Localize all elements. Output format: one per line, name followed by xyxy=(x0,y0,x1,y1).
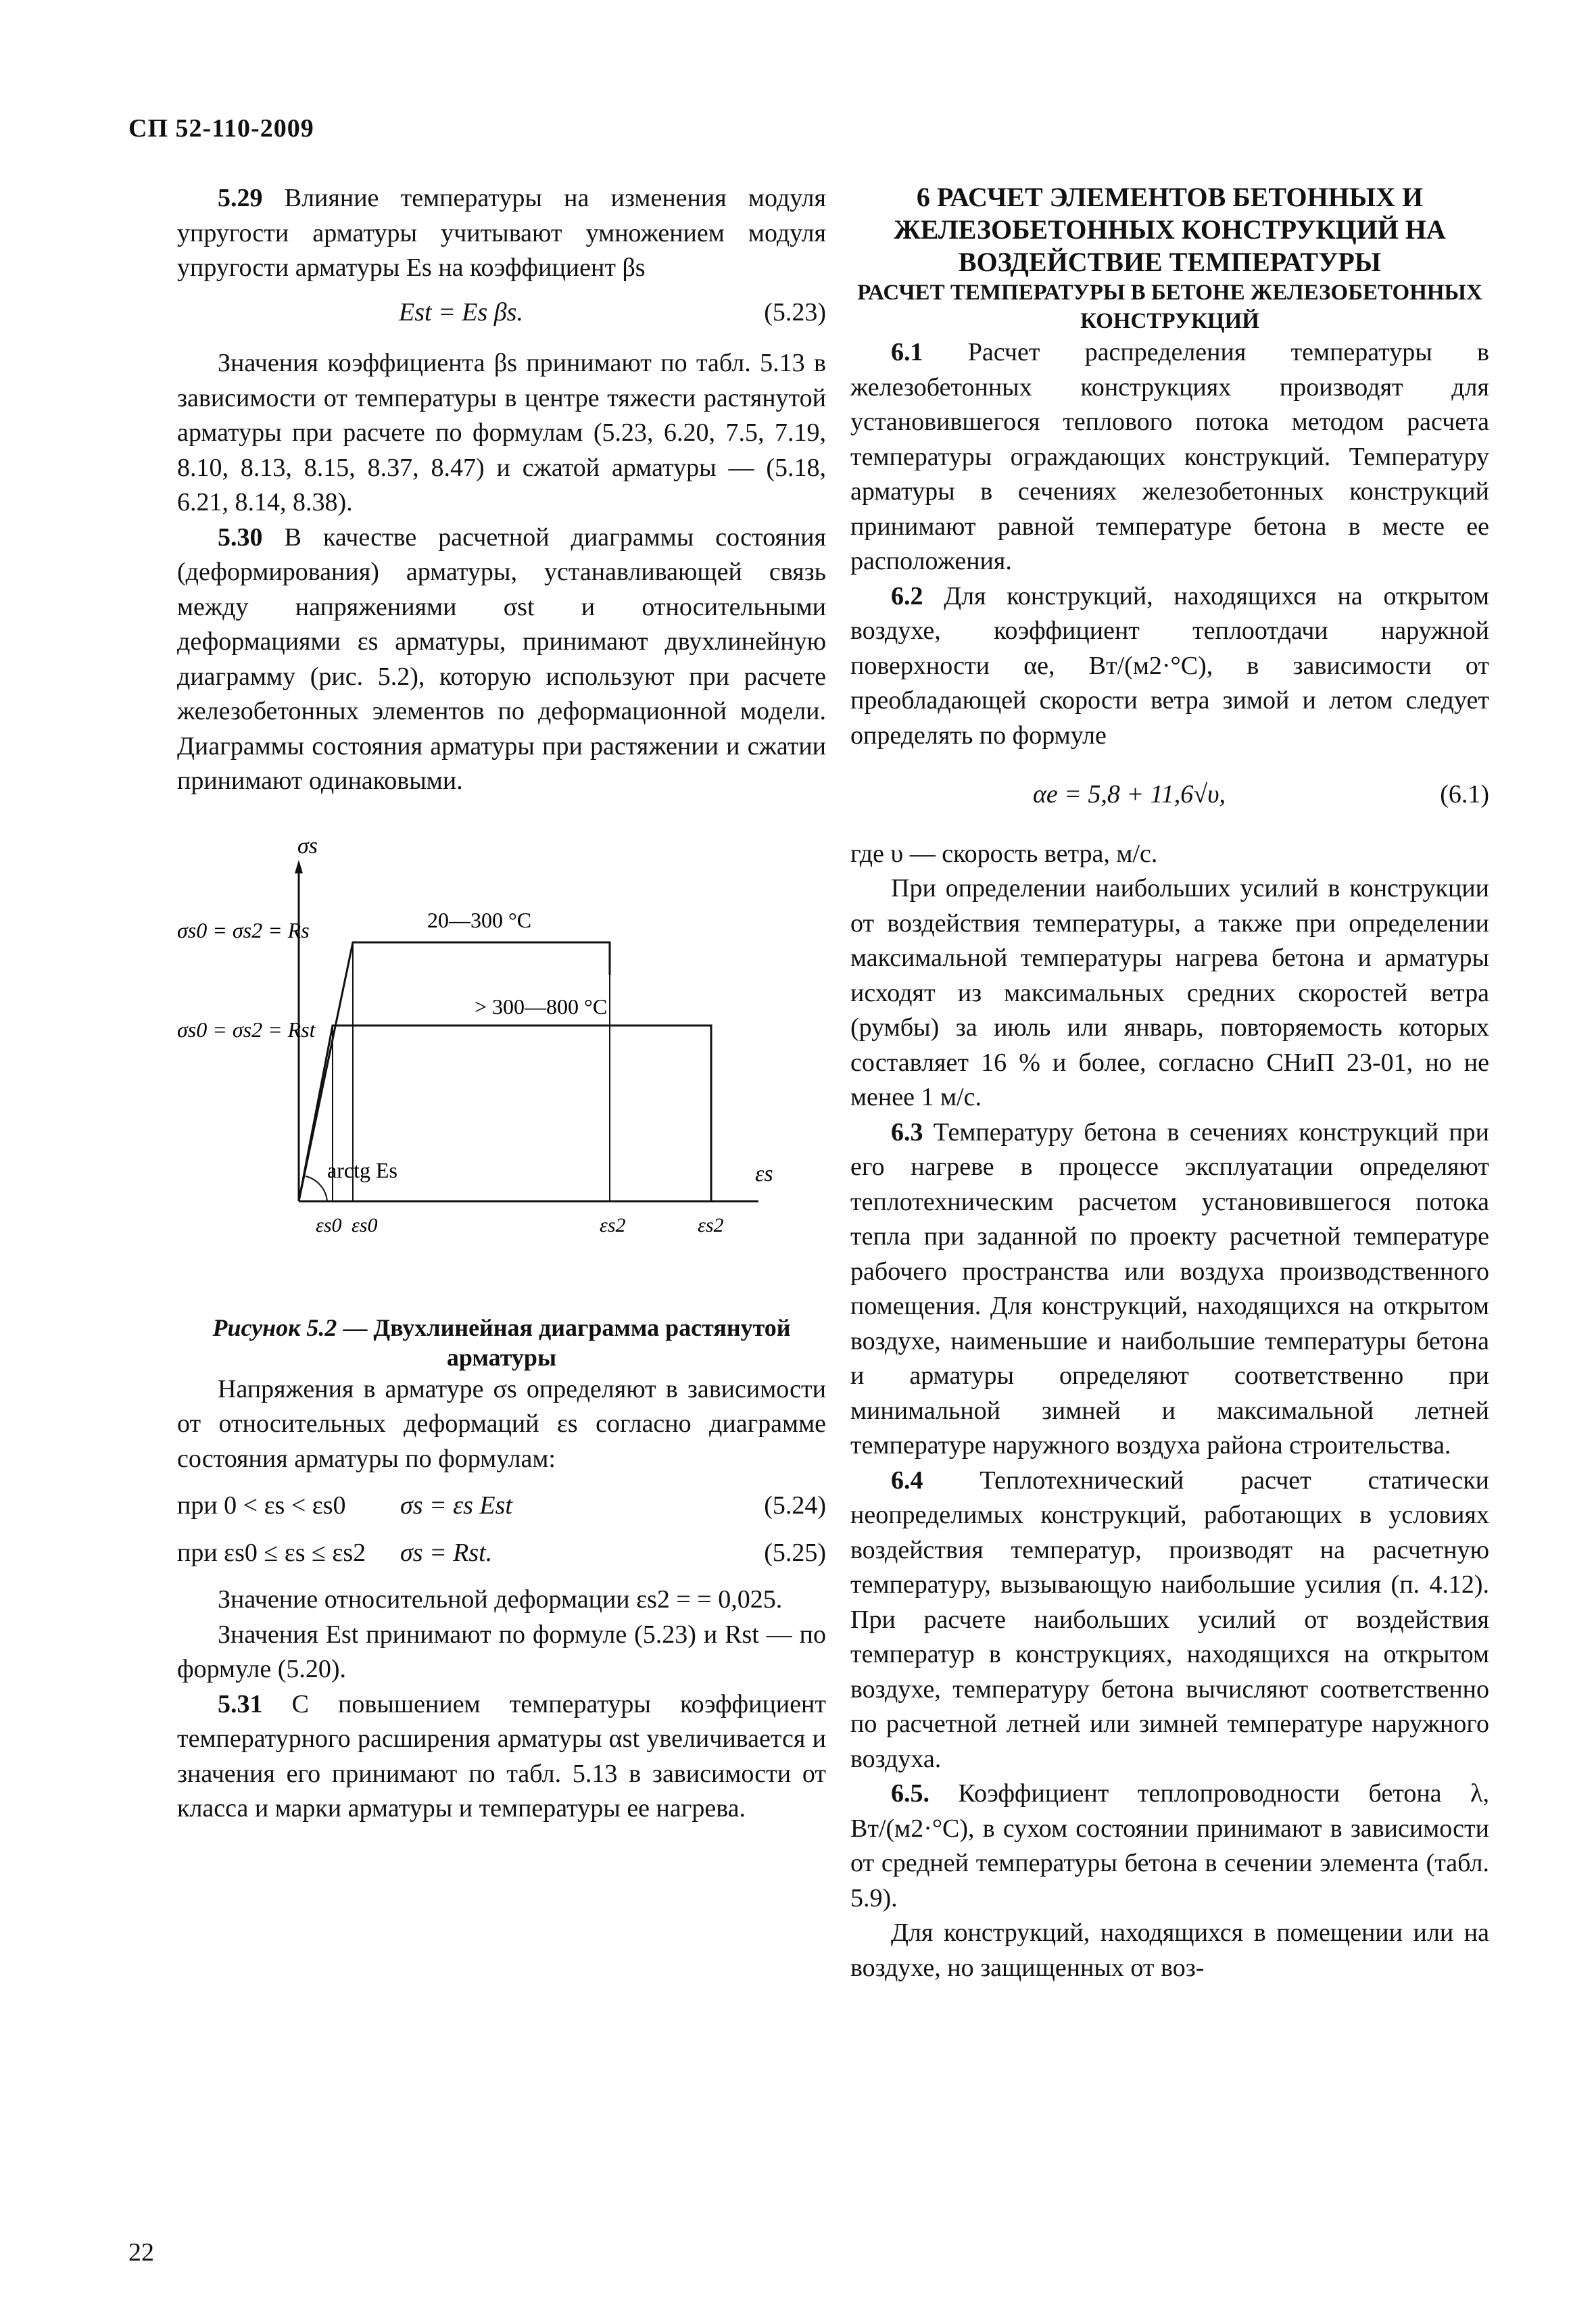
paragraph-6-4 xyxy=(850,1464,1489,1777)
clause-text: В качестве расчетной диаграммы состояния (деформирования) арматуры, устанавливающей связь между напряжениями σst и относительными деформациями εs арматуры, принимают двухлинейную диаграмму (рис. 5.2), которую используют при расчете железобетонных элементов по деформационной модели. Диаграммы состояния арматуры при растяжении и сжатии принимают одинаковыми. xyxy=(177,523,826,795)
clause-number: 6.1 xyxy=(891,338,923,366)
paragraph-5-29 xyxy=(177,181,826,286)
clause-text: Влияние температуры на изменения модуля упругости арматуры учитывают умножением модуля упругости арматуры Es на коэффициент βs xyxy=(177,184,826,282)
paragraph-6-2 xyxy=(850,579,1489,754)
paragraph-6-1 xyxy=(850,335,1489,579)
clause-number: 5.30 xyxy=(218,523,263,552)
formula-condition: при 0 < εs < εs0 xyxy=(177,1491,346,1520)
clause-number: 6.5. xyxy=(891,1779,929,1808)
clause-number: 6.4 xyxy=(891,1466,923,1495)
clause-number: 5.31 xyxy=(218,1689,263,1718)
paragraph-eps2: Значение относительной деформации εs2 = = 0,025. xyxy=(218,1585,783,1614)
formula-number: (5.23) xyxy=(764,297,826,327)
section-title: 6 РАСЧЕТ ЭЛЕМЕНТОВ БЕТОННЫХ И ЖЕЛЕЗОБЕТОННЫХ КОНСТРУКЦИЙ НА ВОЗДЕЙСТВИЕ ТЕМПЕРАТУРЫ xyxy=(894,182,1446,277)
paragraph-last: Для конструкций, находящихся в помещении или на воздухе, но защищенных от воз- xyxy=(850,1919,1489,1982)
formula-expression: Est = Es βs. xyxy=(399,297,523,327)
y-axis-arrow xyxy=(295,860,303,873)
formula-number: (5.25) xyxy=(764,1538,826,1567)
curve-label-300-800: > 300—800 °С xyxy=(475,994,608,1019)
formula-expression: σs = εs Est xyxy=(400,1491,512,1520)
paragraph-est: Значения Est принимают по формуле (5.23) и Rst — по формуле (5.20). xyxy=(177,1620,826,1683)
clause-number: 6.2 xyxy=(891,581,923,610)
document-code: СП 52-110-2009 xyxy=(128,114,314,143)
clause-text: С повышением температуры коэффициент температурного расширения арматуры αst увеличивается и значения его принимают по табл. 5.13 в зависимости от класса и марки арматуры и температуры ее нагрева. xyxy=(177,1689,826,1823)
clause-text: Для конструкций, находящихся на открытом воздухе, коэффициент теплоотдачи наружной поверхности αe, Вт/(м2·°С), в зависимости от преобладающей скорости ветра зимой и летом следует определять по формуле xyxy=(850,581,1489,750)
paragraph-5-30 xyxy=(177,521,826,799)
section-subtitle: РАСЧЕТ ТЕМПЕРАТУРЫ В БЕТОНЕ ЖЕЛЕЗОБЕТОННЫХ КОНСТРУКЦИЙ xyxy=(857,281,1482,333)
y-axis-label: σs xyxy=(297,839,318,859)
figure-5-2 xyxy=(177,840,826,1313)
right-column xyxy=(850,181,1489,1985)
formula-expression: σs = Rst. xyxy=(400,1538,493,1567)
paragraph-stress: Напряжения в арматуре σs определяют в зависимости от относительных деформаций εs согласно диаграмме состояния арматуры по формулам: xyxy=(177,1374,826,1473)
angle-label: arctg Es xyxy=(327,1157,397,1182)
angle-arc xyxy=(306,1176,327,1201)
paragraph-max-forces: При определении наибольших усилий в конструкции от воздействия температуры, а также при определении максимальной температуры нагрева бетона и арматуры исходят из максимальных средних скоростей ветра (румбы) за июль или январь, повторяемость которых составляет 16 % и более, согласно СНиП 23-01, но не менее 1 м/с. xyxy=(850,874,1489,1111)
figure-caption-text: — Двухлинейная диаграмма растянутой арматуры xyxy=(337,1313,791,1371)
tick-eps-s2-b: εs2 xyxy=(698,1213,724,1236)
figure-caption xyxy=(177,1313,826,1372)
bilinear-diagram xyxy=(177,840,826,1313)
tick-eps-s0-a: εs0 xyxy=(316,1213,342,1236)
paragraph-5-31 xyxy=(177,1687,826,1827)
clause-number: 5.29 xyxy=(218,184,263,212)
clause-text: Температуру бетона в сечениях конструкций при его нагреве в процессе эксплуатации определяют теплотехническим расчетом установившегося потока тепла при заданной по проекту расчетной температуре рабочего пространства или воздуха производственного помещения. Для конструкций, находящихся на открытом воздухе, наименьшие и наибольшие температуры бетона и арматуры определяют соответственно при минимальной зимней и максимальной летней температуре наружного воздуха района строительства. xyxy=(850,1117,1489,1459)
formula-5-24 xyxy=(177,1489,826,1524)
formula-number: (6.1) xyxy=(1440,780,1489,809)
x-axis-label: εs xyxy=(755,1161,773,1186)
formula-number: (5.24) xyxy=(764,1491,826,1520)
clause-text: Расчет распределения температуры в железобетонных конструкциях производят для установившегося теплового потока методом расчета температуры ограждающих конструкций. Температуру арматуры в сечениях железобетонных конструкций принимают равной температуре бетона в месте ее расположения. xyxy=(850,338,1489,575)
figure-caption-number: Рисунок 5.2 xyxy=(212,1313,337,1341)
paragraph-6-3 xyxy=(850,1115,1489,1464)
formula-condition: при εs0 ≤ εs ≤ εs2 xyxy=(177,1538,366,1567)
label-rst: σs0 = σs2 = Rst xyxy=(177,1017,316,1042)
left-column xyxy=(177,181,826,1827)
paragraph-6-5 xyxy=(850,1777,1489,1916)
page-number: 22 xyxy=(128,2238,154,2267)
tick-eps-s2-a: εs2 xyxy=(600,1213,626,1236)
formula-expression: αe = 5,8 + 11,6√υ, xyxy=(1032,780,1226,809)
clause-text: Коэффициент теплопроводности бетона λ, Вт/(м2·°С), в сухом состоянии принимают в зависимости от средней температуры бетона в сечении элемента (табл. 5.9). xyxy=(850,1779,1489,1912)
paragraph-beta: Значения коэффициента βs принимают по табл. 5.13 в зависимости от температуры в центре тяжести растянутой арматуры при расчете по формулам (5.23, 6.20, 7.5, 7.19, 8.10, 8.13, 8.15, 8.37, 8.47) и сжатой арматуры — (5.18, 6.21, 8.14, 8.38). xyxy=(177,349,826,516)
formula-5-23 xyxy=(177,295,826,331)
paragraph-where: где υ — скорость ветра, м/с. xyxy=(850,839,1158,868)
label-rs: σs0 = σs2 = Rs xyxy=(177,917,310,942)
clause-text: Теплотехнический расчет статически неопределимых конструкций, работающих в условиях воздействия температур, производят на расчетную температуру, вызывающую наибольшие усилия (п. 4.12). При расчете наибольших усилий от воздействия температур в конструкциях, находящихся на открытом воздухе, температуру бетона вычисляют соответственно по расчетной летней или зимней температуре наружного воздуха. xyxy=(850,1466,1489,1773)
curve-label-20-300: 20—300 °С xyxy=(427,907,532,932)
tick-eps-s0-b: εs0 xyxy=(352,1213,378,1236)
clause-number: 6.3 xyxy=(891,1117,923,1147)
formula-5-25 xyxy=(177,1536,826,1571)
formula-6-1 xyxy=(850,777,1489,813)
